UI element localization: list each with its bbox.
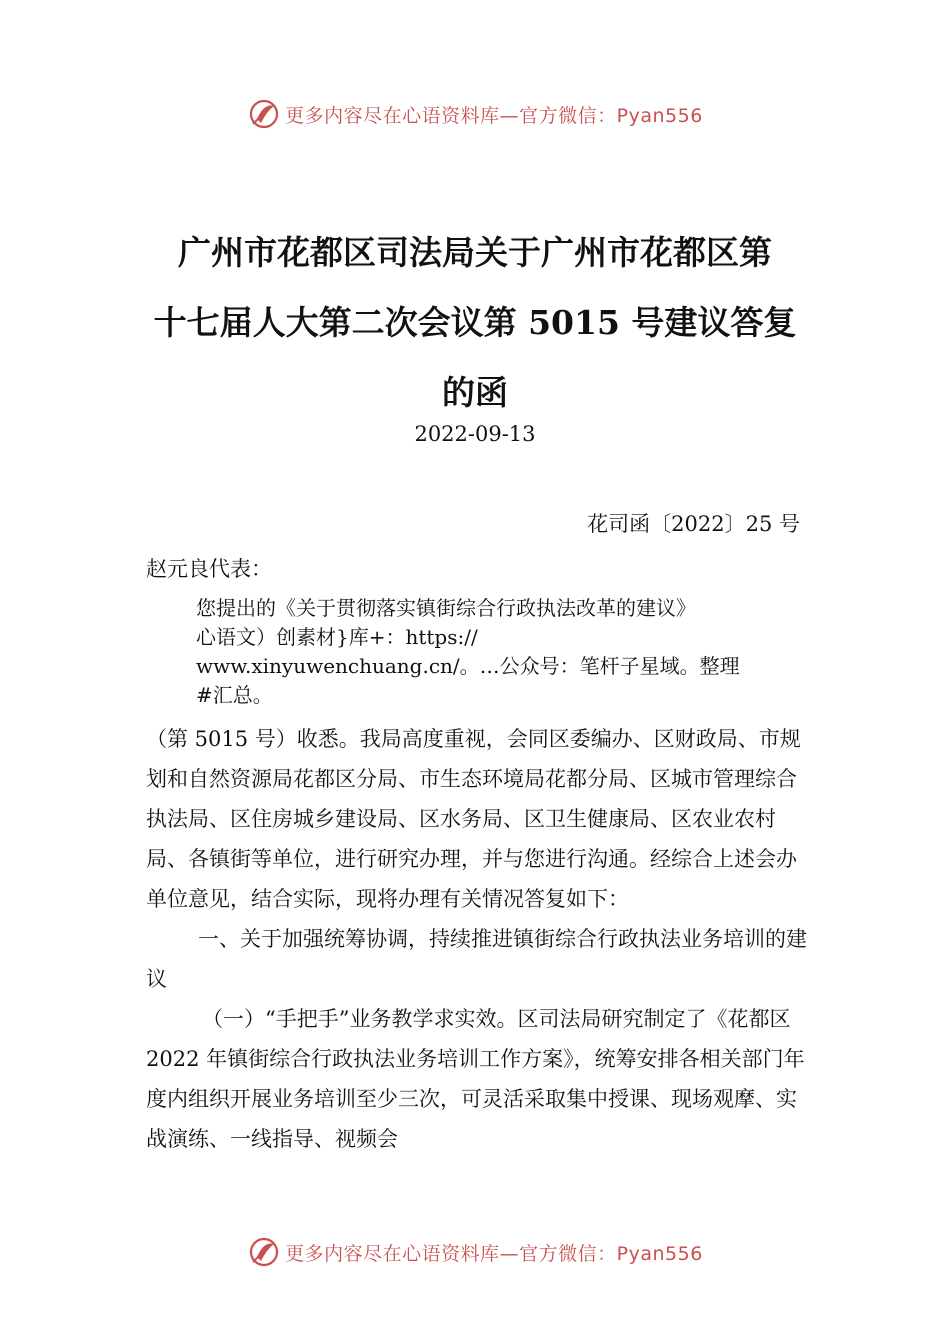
inserted-line-1: 您提出的《关于贯彻落实镇街综合行政执法改革的建议》 <box>196 596 696 620</box>
title-line-1: 广州市花都区司法局关于广州市花都区第 <box>178 233 772 272</box>
title-line-3: 的函 <box>442 373 508 412</box>
document-date: 2022-09-13 <box>414 422 536 446</box>
inserted-line-2: 心语文）创素材}库+：https:// <box>196 625 478 649</box>
document-body <box>146 719 811 1159</box>
paragraph-2: 一、关于加强统筹协调，持续推进镇街综合行政执法业务培训的建议 <box>146 927 807 991</box>
document-title <box>140 218 810 428</box>
paragraph-3: （一）“手把手”业务教学求实效。区司法局研究制定了《花都区 2022 年镇街综合行政执法业务培训工作方案》，统筹安排各相关部门年度内组织开展业务培训至少三次，可灵活采取集中授课、现场观摩、实战演练、一线指导、视频会 <box>146 1007 805 1151</box>
inserted-line-4: #汇总。 <box>196 683 273 707</box>
watermark-text-top: 更多内容尽在心语资料库—官方微信：Pyan556 <box>285 104 703 127</box>
paragraph-1: （第 5015 号）收悉。我局高度重视，会同区委编办、区财政局、市规划和自然资源局花都区分局、市生态环境局花都分局、区城市管理综合执法局、区住房城乡建设局、区水务局、区卫生健康局、区农业农村局、各镇街等单位，进行研究办理，并与您进行沟通。经综合上述会办单位意见，结合实际，现将办理有关情况答复如下： <box>146 727 801 911</box>
logo-icon <box>247 1235 281 1269</box>
title-line-2: 十七届人大第二次会议第 5015 号建议答复 <box>153 303 797 342</box>
document-number: 花司函〔2022〕25 号 <box>587 512 800 536</box>
watermark-banner-bottom <box>0 1232 950 1272</box>
logo-icon <box>247 97 281 131</box>
watermark-text-bottom: 更多内容尽在心语资料库—官方微信：Pyan556 <box>285 1242 703 1265</box>
watermark-banner-top <box>0 94 950 134</box>
inserted-line-3: www.xinyuwenchuang.cn/。…公众号：笔杆子星域。整理 <box>196 654 740 678</box>
salutation: 赵元良代表： <box>146 557 272 581</box>
inserted-ad-block <box>196 594 846 710</box>
